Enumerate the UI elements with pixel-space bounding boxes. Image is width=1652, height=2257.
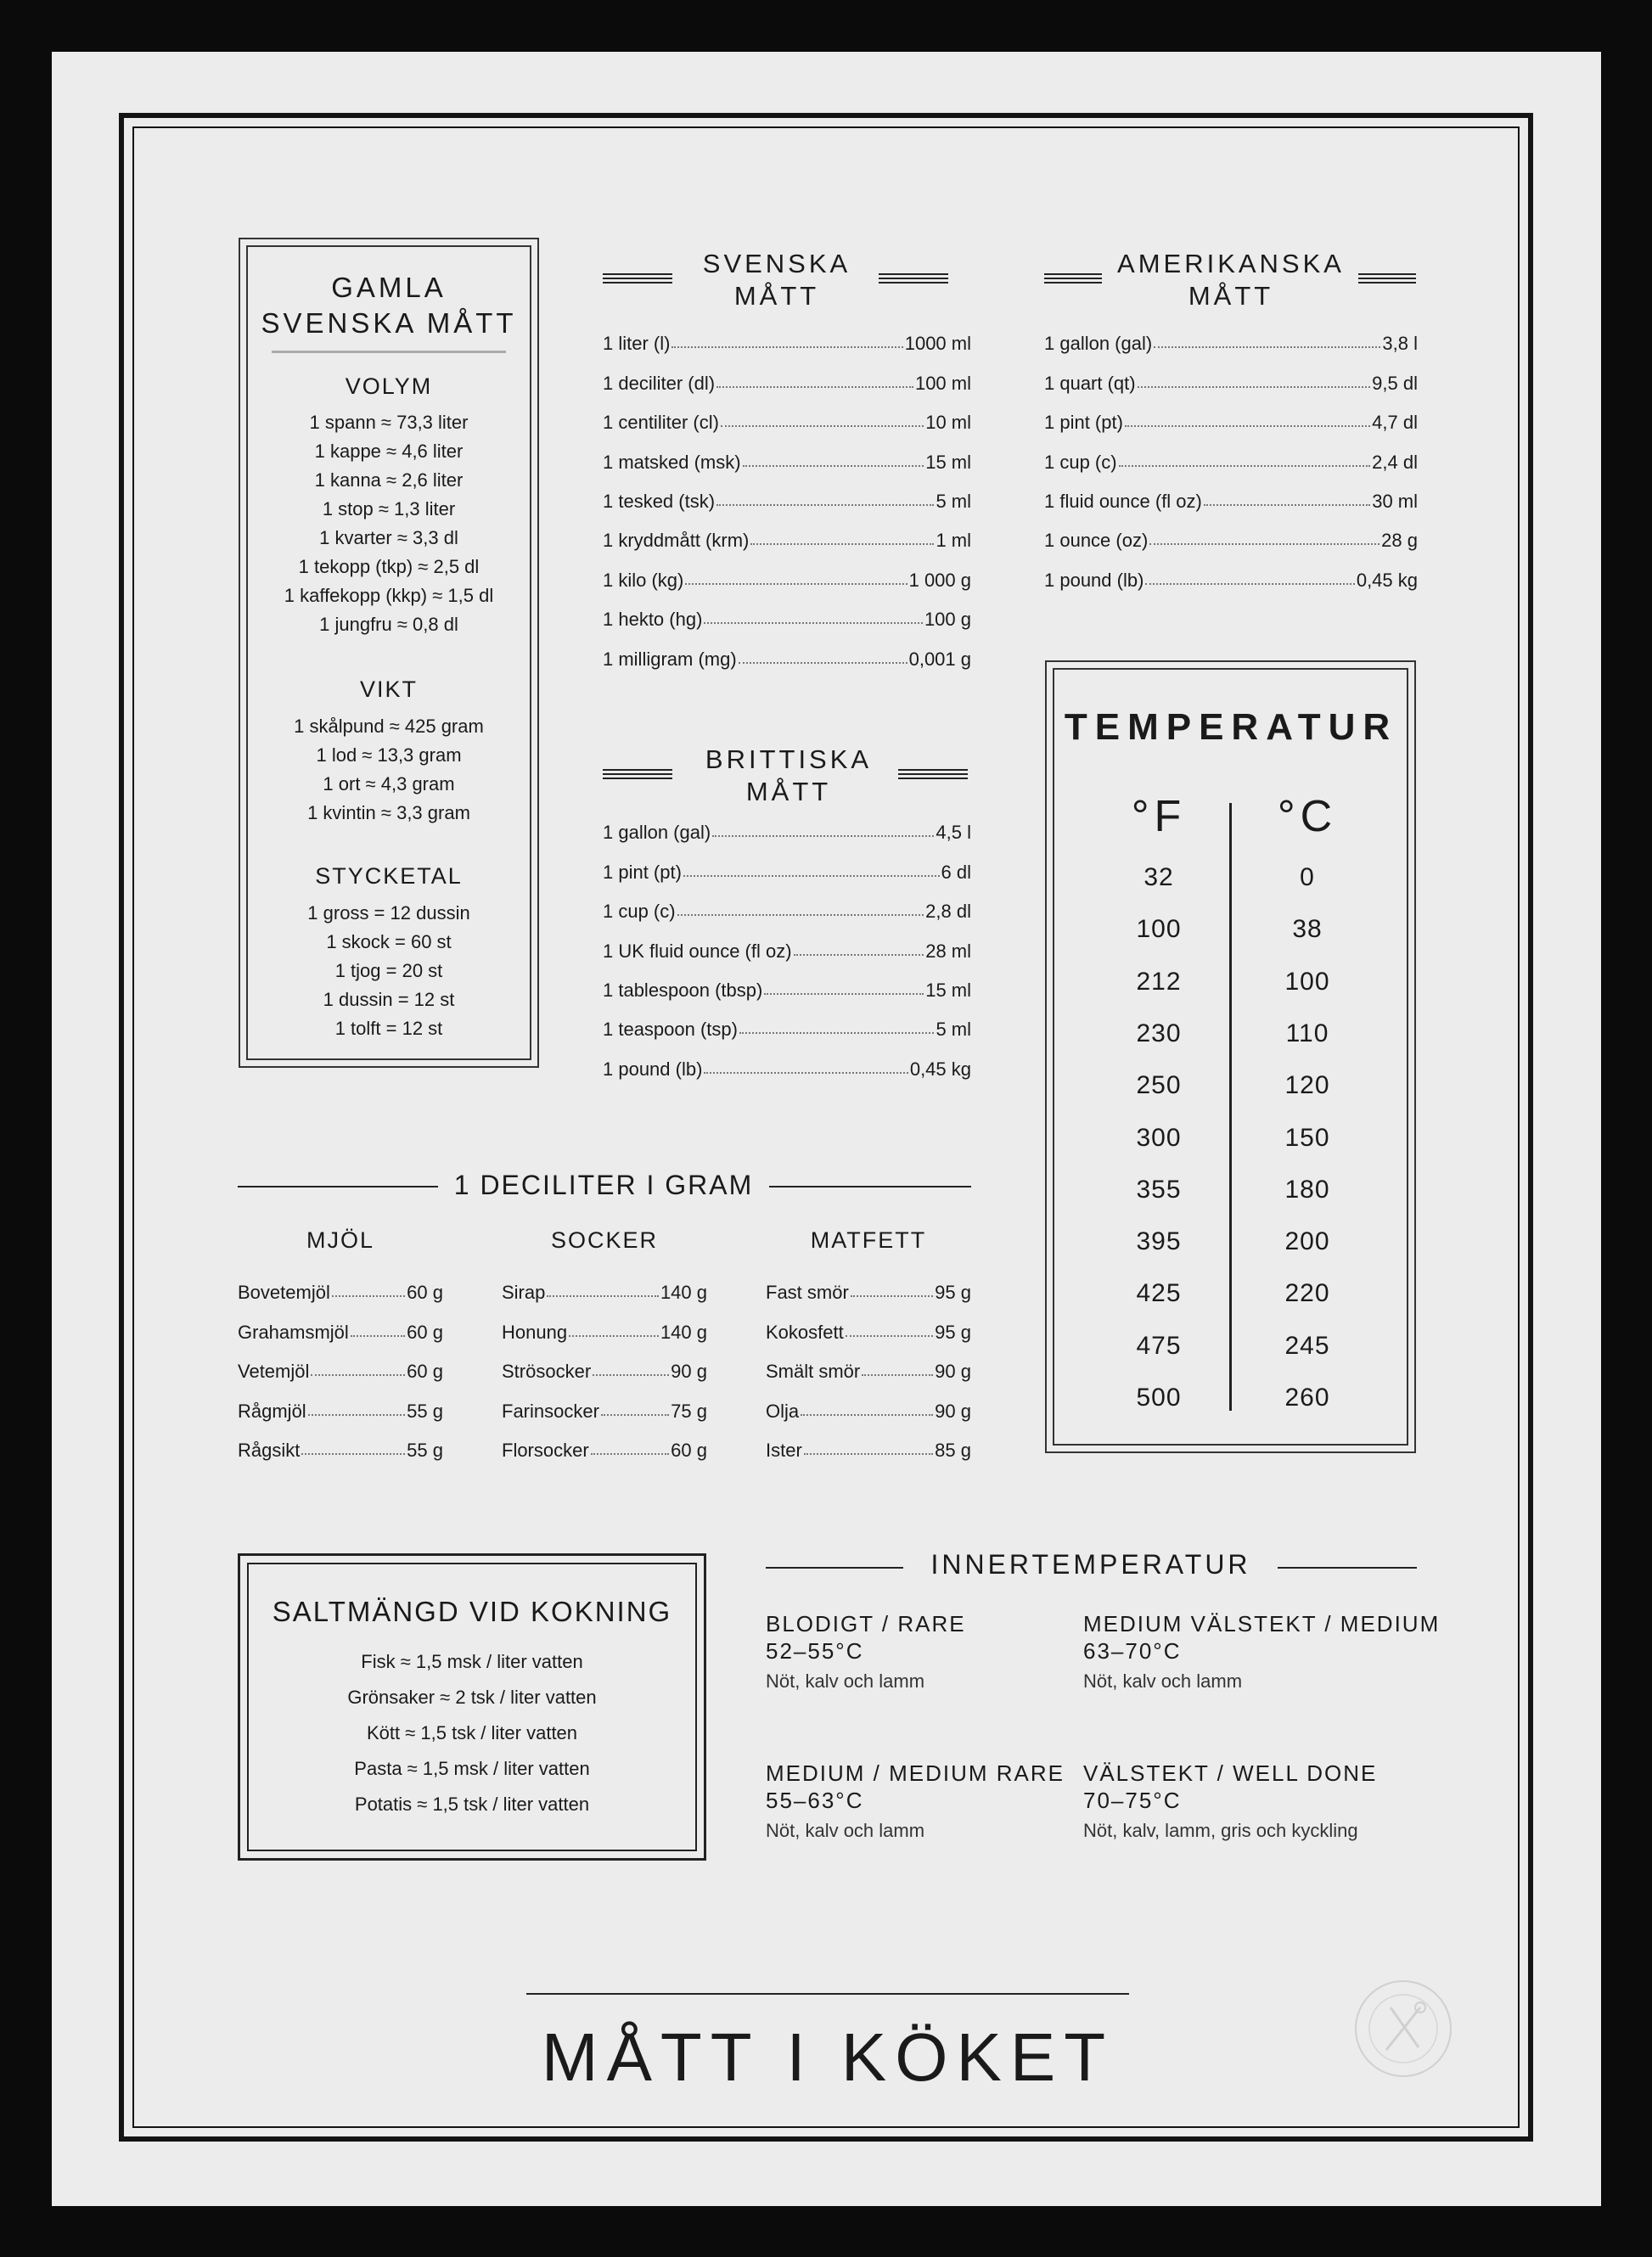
celsius-value: 38 — [1292, 915, 1323, 944]
row-label: 1 kilo (kg) — [603, 569, 684, 591]
inner-item-temp: 63–70°C — [1083, 1638, 1182, 1664]
table-row — [238, 1383, 443, 1422]
celsius-label: °C — [1277, 792, 1338, 841]
row-value: 90 g — [935, 1361, 971, 1383]
table-row — [502, 1265, 707, 1304]
row-value: 60 g — [407, 1361, 443, 1383]
row-label: Ister — [766, 1439, 802, 1461]
table-row — [603, 963, 971, 1002]
brittiska-title: BRITTISKA MÅTT — [705, 744, 873, 806]
table-row — [603, 395, 971, 434]
deciliter-rule-left — [238, 1186, 438, 1187]
row-label: 1 milligram (mg) — [603, 648, 737, 670]
inner-item-desc: Nöt, kalv och lamm — [1083, 1670, 1243, 1692]
dot-leader — [591, 1453, 669, 1455]
row-value: 60 g — [671, 1439, 707, 1461]
svenska-bars-left — [603, 273, 672, 285]
volym-item: 1 kanna ≈ 2,6 liter — [314, 469, 464, 491]
dot-leader — [569, 1335, 659, 1337]
volym-title: VOLYM — [345, 373, 433, 399]
row-label: 1 liter (l) — [603, 333, 671, 355]
table-row — [502, 1423, 707, 1462]
amerikanska-title: AMERIKANSKA MÅTT — [1117, 249, 1345, 311]
dot-leader — [804, 1453, 933, 1455]
vikt-list — [255, 712, 523, 828]
dot-leader — [716, 504, 934, 506]
row-value: 15 ml — [925, 979, 971, 1001]
stycketal-item: 1 tjog = 20 st — [334, 960, 443, 981]
main-title: MÅTT I KÖKET — [541, 2019, 1115, 2095]
svenska-table — [603, 316, 971, 671]
row-label: 1 UK fluid ounce (fl oz) — [603, 940, 792, 962]
inner-item-desc: Nöt, kalv och lamm — [766, 1820, 925, 1841]
celsius-value: 0 — [1300, 863, 1315, 891]
volym-item: 1 tekopp (tkp) ≈ 2,5 dl — [298, 556, 480, 577]
table-row — [603, 474, 971, 513]
dot-leader — [1145, 583, 1354, 585]
table-row — [603, 884, 971, 923]
vikt-item: 1 lod ≈ 13,3 gram — [316, 744, 462, 766]
row-value: 75 g — [671, 1400, 707, 1422]
row-label: Strösocker — [502, 1361, 592, 1383]
deciliter-title: 1 DECILITER I GRAM — [453, 1170, 754, 1200]
table-row — [502, 1304, 707, 1343]
dot-leader — [601, 1414, 669, 1416]
deciliter-column — [238, 1265, 443, 1462]
stycketal-item: 1 skock = 60 st — [326, 931, 452, 952]
row-label: Rågmjöl — [238, 1400, 306, 1422]
row-label: 1 cup (c) — [1044, 451, 1117, 473]
row-value: 60 g — [407, 1282, 443, 1304]
dot-leader — [593, 1374, 669, 1376]
deciliter-column — [502, 1265, 707, 1462]
row-label: 1 pint (pt) — [603, 861, 682, 883]
inner-item-temp: 70–75°C — [1083, 1788, 1182, 1813]
vikt-item: 1 kvintin ≈ 3,3 gram — [307, 802, 470, 823]
row-value: 0,45 kg — [1356, 569, 1418, 591]
row-label: 1 pound (lb) — [603, 1058, 703, 1080]
celsius-value: 200 — [1284, 1227, 1330, 1256]
row-value: 1000 ml — [904, 333, 971, 355]
row-label: Rågsikt — [238, 1439, 301, 1461]
salt-item: Grönsaker ≈ 2 tsk / liter vatten — [347, 1687, 597, 1708]
dot-leader — [739, 662, 907, 664]
row-value: 0,45 kg — [909, 1058, 971, 1080]
inner-rule-left — [766, 1567, 903, 1569]
row-value: 95 g — [935, 1321, 971, 1343]
row-label: 1 kryddmått (krm) — [603, 530, 750, 552]
fahrenheit-value: 300 — [1136, 1123, 1182, 1152]
celsius-value: 220 — [1284, 1279, 1330, 1308]
volym-item: 1 stop ≈ 1,3 liter — [322, 498, 456, 519]
stycketal-item: 1 gross = 12 dussin — [307, 902, 470, 924]
table-row — [603, 631, 971, 670]
fahrenheit-value: 32 — [1143, 863, 1174, 891]
svenska-title: SVENSKA MÅTT — [702, 249, 851, 311]
salt-title: SALTMÄNGD VID KOKNING — [272, 1596, 672, 1627]
row-label: 1 quart (qt) — [1044, 372, 1136, 394]
table-row — [603, 513, 971, 552]
dot-leader — [704, 622, 923, 624]
fahrenheit-value: 500 — [1136, 1384, 1182, 1412]
celsius-value: 150 — [1284, 1123, 1330, 1152]
salt-item: Fisk ≈ 1,5 msk / liter vatten — [361, 1651, 583, 1672]
dot-leader — [721, 425, 924, 427]
row-value: 4,7 dl — [1372, 412, 1418, 434]
row-value: 1 000 g — [908, 569, 971, 591]
row-label: Olja — [766, 1400, 800, 1422]
dot-leader — [794, 954, 924, 956]
fahrenheit-label: °F — [1131, 792, 1187, 841]
title-rule — [526, 1993, 1129, 1995]
row-value: 30 ml — [1372, 490, 1418, 512]
brittiska-bars-right — [898, 769, 968, 781]
table-row — [238, 1304, 443, 1343]
volym-list — [255, 408, 523, 639]
dot-leader — [739, 1032, 934, 1034]
row-label: Kokosfett — [766, 1321, 844, 1343]
row-value: 5 ml — [936, 490, 971, 512]
dot-leader — [308, 1414, 405, 1416]
vikt-title: VIKT — [359, 677, 418, 702]
deciliter-column-title: MJÖL — [306, 1227, 374, 1253]
row-label: 1 ounce (oz) — [1044, 530, 1149, 552]
table-row — [603, 923, 971, 962]
row-label: Sirap — [502, 1282, 546, 1304]
inner-item-name: MEDIUM VÄLSTEKT / MEDIUM — [1083, 1611, 1441, 1637]
dot-leader — [764, 993, 924, 995]
stycketal-list — [255, 899, 523, 1043]
brittiska-bars-left — [603, 769, 672, 781]
row-label: Farinsocker — [502, 1400, 599, 1422]
table-row — [238, 1423, 443, 1462]
salt-item: Kött ≈ 1,5 tsk / liter vatten — [366, 1722, 578, 1743]
row-label: 1 cup (c) — [603, 901, 676, 923]
table-row — [502, 1344, 707, 1383]
row-label: Vetemjöl — [238, 1361, 310, 1383]
inner-rule-right — [1278, 1567, 1417, 1569]
table-row — [766, 1383, 971, 1422]
dot-leader — [311, 1374, 405, 1376]
inner-item-name: BLODIGT / RARE — [766, 1611, 966, 1637]
row-label: Grahamsmjöl — [238, 1321, 349, 1343]
salt-item: Pasta ≈ 1,5 msk / liter vatten — [354, 1758, 590, 1779]
inner-title: INNERTEMPERATUR — [930, 1549, 1251, 1580]
row-value: 28 ml — [925, 940, 971, 962]
temperatur-divider — [1229, 803, 1232, 1411]
dot-leader — [683, 875, 940, 877]
brittiska-table — [603, 805, 971, 1081]
dot-leader — [677, 914, 924, 916]
table-row — [766, 1423, 971, 1462]
dot-leader — [862, 1374, 933, 1376]
stycketal-item: 1 tolft = 12 st — [334, 1018, 443, 1039]
gamla-divider — [272, 351, 506, 353]
row-label: 1 fluid ounce (fl oz) — [1044, 490, 1202, 512]
amerikanska-table — [1044, 316, 1418, 592]
fahrenheit-value: 475 — [1136, 1331, 1182, 1360]
table-row — [603, 552, 971, 591]
row-value: 140 g — [660, 1282, 707, 1304]
volym-item: 1 spann ≈ 73,3 liter — [309, 412, 469, 433]
dot-leader — [1154, 346, 1380, 348]
deciliter-rule-right — [769, 1186, 971, 1187]
fahrenheit-value: 100 — [1136, 915, 1182, 944]
dot-leader — [1204, 504, 1370, 506]
table-row — [603, 316, 971, 355]
row-value: 100 g — [924, 609, 971, 631]
table-row — [603, 805, 971, 844]
row-label: 1 hekto (hg) — [603, 609, 703, 631]
row-value: 140 g — [660, 1321, 707, 1343]
temperatur-title: TEMPERATUR — [1064, 706, 1398, 748]
row-label: 1 centiliter (cl) — [603, 412, 719, 434]
celsius-value: 120 — [1284, 1071, 1330, 1100]
row-value: 10 ml — [925, 412, 971, 434]
row-value: 0,001 g — [908, 648, 971, 670]
gamla-title: GAMLA SVENSKA MÅTT — [261, 272, 517, 339]
row-label: Florsocker — [502, 1439, 589, 1461]
amerikanska-bars-left — [1044, 273, 1102, 285]
row-value: 90 g — [671, 1361, 707, 1383]
dot-leader — [846, 1335, 933, 1337]
table-row — [603, 355, 971, 394]
table-row — [1044, 355, 1418, 394]
celsius-value: 110 — [1285, 1019, 1329, 1047]
dot-leader — [743, 465, 924, 467]
row-value: 1 ml — [936, 530, 971, 552]
row-label: 1 teaspoon (tsp) — [603, 1019, 738, 1041]
dot-leader — [547, 1295, 659, 1297]
stycketal-item: 1 dussin = 12 st — [323, 989, 455, 1010]
row-value: 95 g — [935, 1282, 971, 1304]
row-value: 2,4 dl — [1372, 451, 1418, 473]
dot-leader — [1119, 465, 1371, 467]
deciliter-column-title: SOCKER — [550, 1227, 659, 1253]
row-value: 15 ml — [925, 451, 971, 473]
row-value: 6 dl — [941, 861, 971, 883]
row-value: 60 g — [407, 1321, 443, 1343]
row-value: 55 g — [407, 1439, 443, 1461]
row-label: Fast smör — [766, 1282, 849, 1304]
table-row — [1044, 513, 1418, 552]
row-value: 9,5 dl — [1372, 372, 1418, 394]
table-row — [766, 1344, 971, 1383]
dot-leader — [851, 1295, 933, 1297]
dot-leader — [750, 543, 934, 545]
konstapapel-seal — [1352, 1978, 1454, 2080]
volym-item: 1 kvarter ≈ 3,3 dl — [319, 527, 458, 548]
volym-item: 1 kappe ≈ 4,6 liter — [314, 441, 464, 462]
table-row — [1044, 434, 1418, 473]
table-row — [1044, 552, 1418, 591]
dot-leader — [1138, 386, 1371, 388]
row-value: 2,8 dl — [925, 901, 971, 923]
table-row — [603, 1041, 971, 1080]
svenska-bars-right — [879, 273, 948, 285]
table-row — [1044, 316, 1418, 355]
fahrenheit-value: 230 — [1136, 1019, 1182, 1047]
fahrenheit-value: 250 — [1136, 1071, 1182, 1100]
dot-leader — [716, 386, 913, 388]
celsius-value: 260 — [1284, 1384, 1330, 1412]
fahrenheit-value: 395 — [1136, 1227, 1182, 1256]
table-row — [603, 592, 971, 631]
dot-leader — [704, 1072, 907, 1074]
deciliter-column-title: MATFETT — [810, 1227, 927, 1253]
dot-leader — [301, 1453, 405, 1455]
row-value: 3,8 l — [1382, 333, 1418, 355]
row-value: 5 ml — [936, 1019, 971, 1041]
dot-leader — [351, 1335, 405, 1337]
inner-item-temp: 55–63°C — [766, 1788, 864, 1813]
volym-item: 1 jungfru ≈ 0,8 dl — [319, 614, 458, 635]
row-label: 1 gallon (gal) — [603, 822, 711, 844]
table-row — [238, 1265, 443, 1304]
vikt-item: 1 skålpund ≈ 425 gram — [294, 716, 484, 737]
table-row — [603, 1002, 971, 1041]
fahrenheit-value: 425 — [1136, 1279, 1182, 1308]
stycketal-title: STYCKETAL — [315, 863, 463, 889]
dot-leader — [685, 583, 907, 585]
volym-item: 1 kaffekopp (kkp) ≈ 1,5 dl — [284, 585, 494, 606]
dot-leader — [1149, 543, 1379, 545]
amerikanska-bars-right — [1358, 273, 1416, 285]
inner-item-name: MEDIUM / MEDIUM RARE — [766, 1760, 1065, 1786]
salt-list — [246, 1644, 698, 1822]
celsius-value: 245 — [1284, 1331, 1330, 1360]
vikt-item: 1 ort ≈ 4,3 gram — [323, 773, 455, 794]
table-row — [1044, 395, 1418, 434]
table-row — [603, 434, 971, 473]
celsius-value: 180 — [1284, 1175, 1330, 1204]
table-row — [766, 1304, 971, 1343]
fahrenheit-value: 212 — [1136, 967, 1182, 996]
deciliter-column — [766, 1265, 971, 1462]
row-value: 55 g — [407, 1400, 443, 1422]
row-label: 1 gallon (gal) — [1044, 333, 1153, 355]
dot-leader — [671, 346, 902, 348]
dot-leader — [801, 1414, 933, 1416]
fahrenheit-value: 355 — [1136, 1175, 1182, 1204]
table-row — [238, 1344, 443, 1383]
inner-item-desc: Nöt, kalv och lamm — [766, 1670, 925, 1692]
row-label: 1 pound (lb) — [1044, 569, 1144, 591]
dot-leader — [1125, 425, 1370, 427]
row-label: Bovetemjöl — [238, 1282, 330, 1304]
row-label: 1 tesked (tsk) — [603, 490, 716, 512]
row-label: Smält smör — [766, 1361, 861, 1383]
row-value: 4,5 l — [936, 822, 971, 844]
celsius-value: 100 — [1284, 967, 1330, 996]
table-row — [1044, 474, 1418, 513]
row-value: 85 g — [935, 1439, 971, 1461]
inner-item-name: VÄLSTEKT / WELL DONE — [1083, 1760, 1378, 1786]
row-label: 1 deciliter (dl) — [603, 372, 716, 394]
table-row — [766, 1265, 971, 1304]
row-value: 100 ml — [914, 372, 971, 394]
table-row — [603, 844, 971, 883]
salt-item: Potatis ≈ 1,5 tsk / liter vatten — [354, 1794, 590, 1815]
row-label: Honung — [502, 1321, 568, 1343]
row-value: 28 g — [1381, 530, 1418, 552]
row-label: 1 pint (pt) — [1044, 412, 1123, 434]
row-value: 90 g — [935, 1400, 971, 1422]
dot-leader — [332, 1295, 405, 1297]
row-label: 1 tablespoon (tbsp) — [603, 979, 763, 1001]
dot-leader — [712, 835, 934, 837]
inner-item-desc: Nöt, kalv, lamm, gris och kyckling — [1083, 1820, 1358, 1841]
table-row — [502, 1383, 707, 1422]
row-label: 1 matsked (msk) — [603, 451, 741, 473]
inner-item-temp: 52–55°C — [766, 1638, 864, 1664]
